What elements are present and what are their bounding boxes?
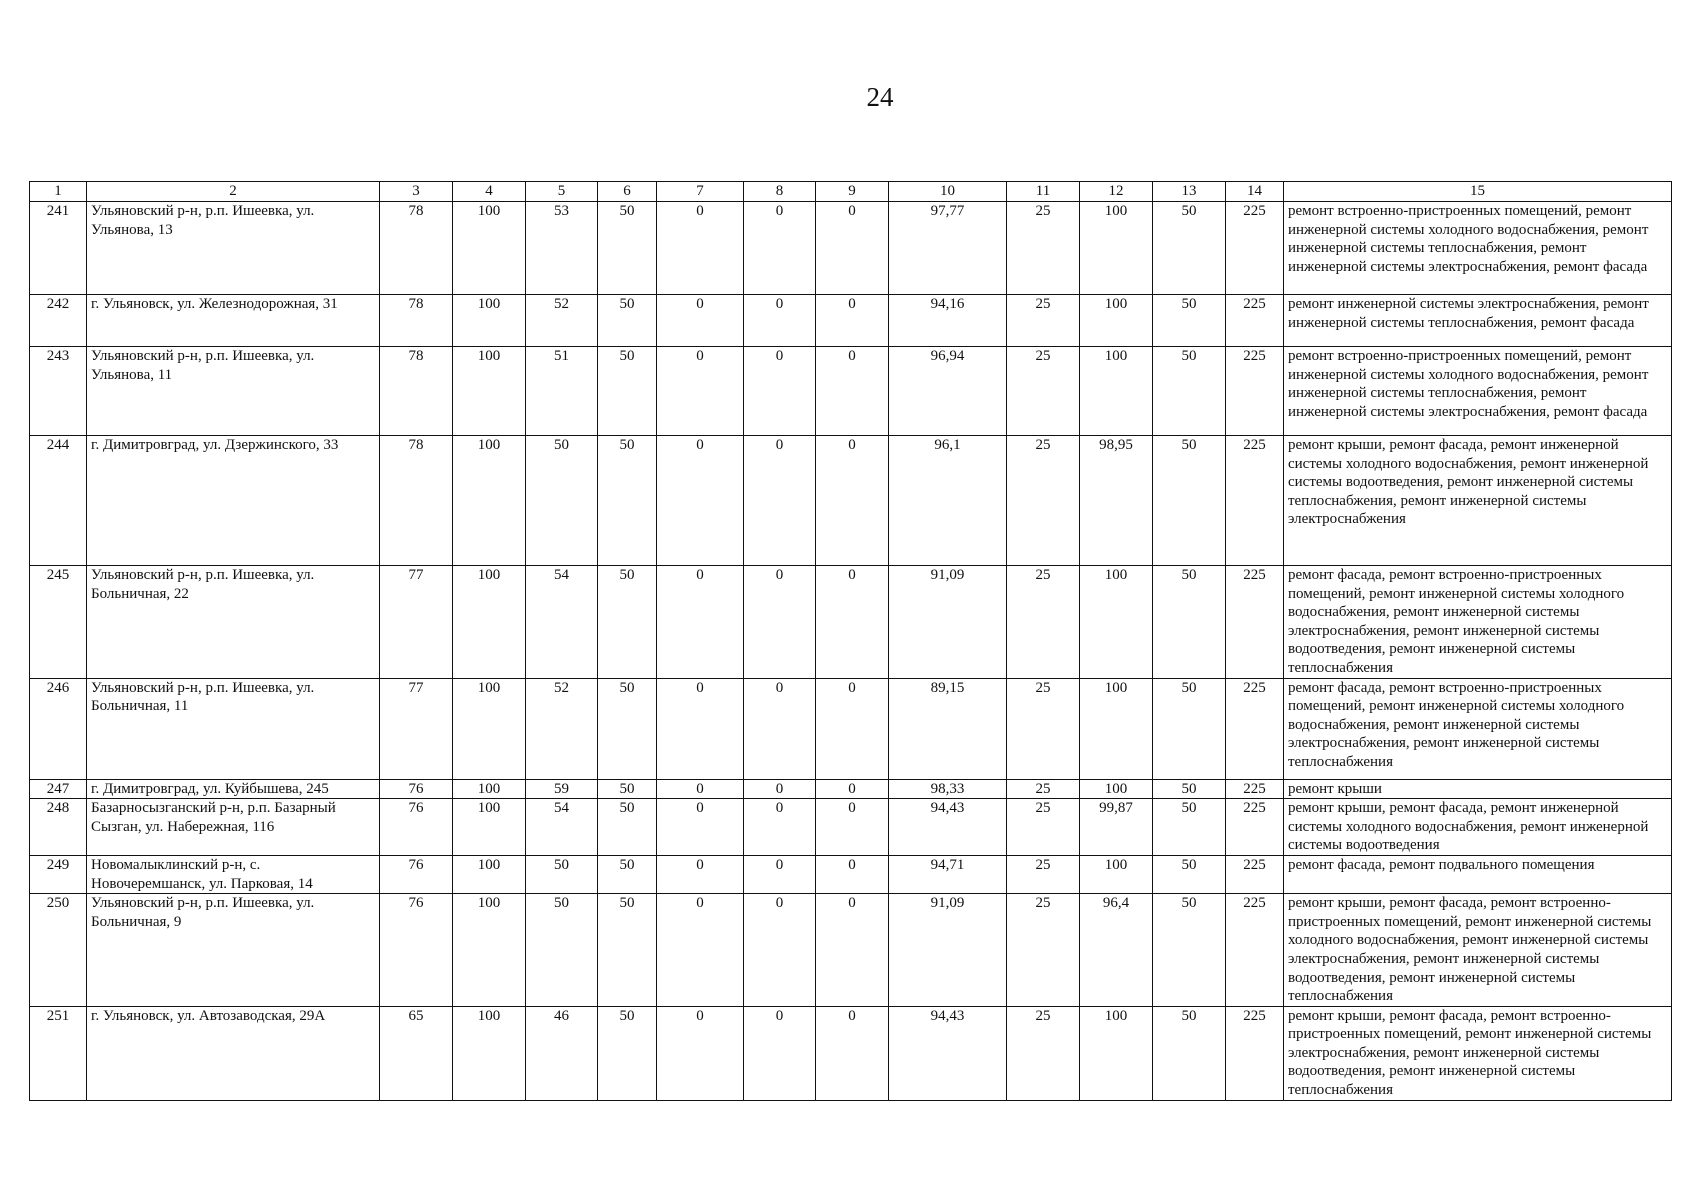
table-cell: 91,09: [889, 566, 1007, 679]
table-cell: 0: [816, 799, 889, 856]
table-cell: 100: [453, 678, 526, 779]
row-number-cell: 251: [30, 1006, 87, 1100]
table-row: [30, 202, 1672, 295]
table-cell: 0: [744, 202, 816, 295]
repair-works-cell: ремонт крыши, ремонт фасада, ремонт инженерной системы холодного водоснабжения, ремонт инженерной системы водоотведения: [1284, 799, 1672, 856]
table-cell: 53: [526, 202, 598, 295]
table-cell: 0: [816, 894, 889, 1007]
column-header: 3: [380, 182, 453, 202]
table-cell: 50: [1153, 1006, 1226, 1100]
table-cell: 50: [598, 779, 657, 799]
table-cell: 0: [816, 295, 889, 347]
table-cell: 50: [598, 799, 657, 856]
column-header: 13: [1153, 182, 1226, 202]
table-row: [30, 347, 1672, 436]
table-cell: 0: [744, 894, 816, 1007]
table-cell: 50: [598, 855, 657, 893]
table-cell: 50: [1153, 347, 1226, 436]
table-cell: 78: [380, 347, 453, 436]
table-cell: 25: [1007, 678, 1080, 779]
table-cell: 0: [816, 678, 889, 779]
repair-works-cell: ремонт встроенно-пристроенных помещений, ремонт инженерной системы холодного водоснабжения, ремонт инженерной системы теплоснабжения, ремонт инженерной системы электроснабжения, ремонт фасада: [1284, 347, 1672, 436]
table-cell: 99,87: [1080, 799, 1153, 856]
table-cell: 0: [744, 855, 816, 893]
table-cell: 50: [1153, 202, 1226, 295]
table-cell: 50: [598, 678, 657, 779]
table-cell: 25: [1007, 566, 1080, 679]
repair-works-cell: ремонт фасада, ремонт подвального помещения: [1284, 855, 1672, 893]
table-cell: 54: [526, 566, 598, 679]
table-cell: 100: [453, 1006, 526, 1100]
table-cell: 225: [1226, 202, 1284, 295]
table-cell: 94,43: [889, 799, 1007, 856]
table-cell: 98,33: [889, 779, 1007, 799]
table-cell: 100: [1080, 295, 1153, 347]
table-cell: 50: [1153, 678, 1226, 779]
table-cell: 0: [744, 436, 816, 566]
table-cell: 78: [380, 436, 453, 566]
column-header: 9: [816, 182, 889, 202]
table-cell: 94,43: [889, 1006, 1007, 1100]
table-cell: 100: [453, 894, 526, 1007]
table-cell: 0: [816, 855, 889, 893]
table-cell: 0: [816, 1006, 889, 1100]
table-cell: 50: [1153, 779, 1226, 799]
table-cell: 100: [453, 202, 526, 295]
column-header: 5: [526, 182, 598, 202]
table-cell: 89,15: [889, 678, 1007, 779]
table-cell: 0: [657, 436, 744, 566]
table-cell: 100: [1080, 202, 1153, 295]
table-row: [30, 855, 1672, 893]
table-cell: 50: [1153, 799, 1226, 856]
table-cell: 50: [598, 436, 657, 566]
table-cell: 94,71: [889, 855, 1007, 893]
table-cell: 0: [816, 779, 889, 799]
table-cell: 25: [1007, 202, 1080, 295]
column-header: 7: [657, 182, 744, 202]
table-cell: 50: [526, 436, 598, 566]
row-number-cell: 248: [30, 799, 87, 856]
table-cell: 0: [816, 347, 889, 436]
repair-works-cell: ремонт фасада, ремонт встроенно-пристроенных помещений, ремонт инженерной системы холодного водоснабжения, ремонт инженерной системы электроснабжения, ремонт инженерной системы водоотведения, ремонт инженерной системы теплоснабжения: [1284, 566, 1672, 679]
table-cell: 46: [526, 1006, 598, 1100]
table-cell: 100: [453, 347, 526, 436]
table-cell: 25: [1007, 855, 1080, 893]
address-cell: Базарносызганский р-н, р.п. Базарный Сызган, ул. Набережная, 116: [87, 799, 380, 856]
table-cell: 25: [1007, 894, 1080, 1007]
row-number-cell: 246: [30, 678, 87, 779]
table-cell: 25: [1007, 799, 1080, 856]
table-row: [30, 566, 1672, 679]
repair-works-cell: ремонт фасада, ремонт встроенно-пристроенных помещений, ремонт инженерной системы холодного водоснабжения, ремонт инженерной системы электроснабжения, ремонт инженерной системы теплоснабжения: [1284, 678, 1672, 779]
column-header: 4: [453, 182, 526, 202]
table-cell: 100: [1080, 678, 1153, 779]
table-cell: 225: [1226, 295, 1284, 347]
table-cell: 98,95: [1080, 436, 1153, 566]
table-cell: 77: [380, 566, 453, 679]
table-cell: 54: [526, 799, 598, 856]
table-cell: 0: [657, 799, 744, 856]
column-header: 10: [889, 182, 1007, 202]
table-cell: 0: [744, 799, 816, 856]
table-row: [30, 779, 1672, 799]
table-cell: 225: [1226, 1006, 1284, 1100]
table-cell: 225: [1226, 855, 1284, 893]
table-cell: 0: [744, 347, 816, 436]
row-number-cell: 249: [30, 855, 87, 893]
address-cell: Ульяновский р-н, р.п. Ишеевка, ул. Ульянова, 13: [87, 202, 380, 295]
table-cell: 77: [380, 678, 453, 779]
table-cell: 0: [657, 894, 744, 1007]
table-cell: 0: [657, 295, 744, 347]
table-cell: 50: [1153, 436, 1226, 566]
table-cell: 100: [1080, 566, 1153, 679]
table-cell: 59: [526, 779, 598, 799]
table-cell: 0: [657, 566, 744, 679]
table-cell: 50: [598, 894, 657, 1007]
column-header: 15: [1284, 182, 1672, 202]
table-cell: 100: [1080, 347, 1153, 436]
table-row: [30, 799, 1672, 856]
repair-works-cell: ремонт крыши, ремонт фасада, ремонт встроенно-пристроенных помещений, ремонт инженерной системы холодного водоснабжения, ремонт инженерной системы электроснабжения, ремонт инженерной системы водоотведения, ремонт инженерной системы теплоснабжения: [1284, 894, 1672, 1007]
table-cell: 50: [526, 894, 598, 1007]
table-cell: 76: [380, 855, 453, 893]
address-cell: г. Ульяновск, ул. Автозаводская, 29А: [87, 1006, 380, 1100]
table-row: [30, 678, 1672, 779]
table-cell: 0: [816, 202, 889, 295]
table-cell: 0: [816, 436, 889, 566]
table-cell: 50: [598, 347, 657, 436]
repair-works-cell: ремонт крыши: [1284, 779, 1672, 799]
page-number: 24: [866, 82, 894, 112]
table-row: [30, 295, 1672, 347]
table-cell: 96,94: [889, 347, 1007, 436]
row-number-cell: 250: [30, 894, 87, 1007]
table-cell: 100: [453, 295, 526, 347]
table-cell: 100: [453, 855, 526, 893]
table-cell: 100: [453, 436, 526, 566]
table-cell: 96,1: [889, 436, 1007, 566]
address-cell: Новомалыклинский р-н, с. Новочеремшанск, ул. Парковая, 14: [87, 855, 380, 893]
table-cell: 0: [657, 678, 744, 779]
table-cell: 0: [744, 779, 816, 799]
table-cell: 25: [1007, 1006, 1080, 1100]
table-cell: 91,09: [889, 894, 1007, 1007]
table-cell: 100: [453, 799, 526, 856]
table-cell: 50: [526, 855, 598, 893]
table-cell: 50: [1153, 566, 1226, 679]
column-header: 12: [1080, 182, 1153, 202]
row-number-cell: 245: [30, 566, 87, 679]
column-header: 2: [87, 182, 380, 202]
table-cell: 76: [380, 894, 453, 1007]
table-cell: 50: [598, 295, 657, 347]
table-cell: 100: [453, 566, 526, 679]
table-row: [30, 1006, 1672, 1100]
table-cell: 225: [1226, 799, 1284, 856]
table-cell: 94,16: [889, 295, 1007, 347]
table-cell: 0: [744, 678, 816, 779]
table-cell: 78: [380, 202, 453, 295]
table-body: [30, 202, 1672, 1101]
address-cell: г. Димитровград, ул. Куйбышева, 245: [87, 779, 380, 799]
address-cell: Ульяновский р-н, р.п. Ишеевка, ул. Больничная, 9: [87, 894, 380, 1007]
address-cell: г. Димитровград, ул. Дзержинского, 33: [87, 436, 380, 566]
table-cell: 50: [1153, 855, 1226, 893]
table-row: [30, 894, 1672, 1007]
table-cell: 225: [1226, 347, 1284, 436]
table-cell: 50: [598, 566, 657, 679]
repair-works-cell: ремонт крыши, ремонт фасада, ремонт встроенно-пристроенных помещений, ремонт инженерной системы электроснабжения, ремонт инженерной системы водоотведения, ремонт инженерной системы теплоснабжения: [1284, 1006, 1672, 1100]
repair-works-cell: ремонт крыши, ремонт фасада, ремонт инженерной системы холодного водоснабжения, ремонт инженерной системы водоотведения, ремонт инженерной системы теплоснабжения, ремонт инженерной системы электроснабжения: [1284, 436, 1672, 566]
address-cell: Ульяновский р-н, р.п. Ишеевка, ул. Ульянова, 11: [87, 347, 380, 436]
repair-works-cell: ремонт инженерной системы электроснабжения, ремонт инженерной системы теплоснабжения, ремонт фасада: [1284, 295, 1672, 347]
table-cell: 100: [1080, 1006, 1153, 1100]
table-cell: 78: [380, 295, 453, 347]
column-header: 8: [744, 182, 816, 202]
address-cell: Ульяновский р-н, р.п. Ишеевка, ул. Больничная, 22: [87, 566, 380, 679]
table-cell: 25: [1007, 295, 1080, 347]
row-number-cell: 247: [30, 779, 87, 799]
table-row: [30, 436, 1672, 566]
table-cell: 0: [744, 1006, 816, 1100]
table-cell: 225: [1226, 779, 1284, 799]
table-cell: 50: [598, 1006, 657, 1100]
column-header: 14: [1226, 182, 1284, 202]
column-header: 1: [30, 182, 87, 202]
table-cell: 50: [598, 202, 657, 295]
table-cell: 0: [816, 566, 889, 679]
table-cell: 100: [453, 779, 526, 799]
table-cell: 51: [526, 347, 598, 436]
table-cell: 225: [1226, 436, 1284, 566]
table-cell: 0: [657, 855, 744, 893]
table-cell: 50: [1153, 295, 1226, 347]
table-cell: 97,77: [889, 202, 1007, 295]
housing-repair-table: [29, 181, 1672, 1101]
table-cell: 0: [657, 1006, 744, 1100]
column-header: 11: [1007, 182, 1080, 202]
address-cell: г. Ульяновск, ул. Железнодорожная, 31: [87, 295, 380, 347]
table-cell: 0: [657, 779, 744, 799]
table-cell: 225: [1226, 678, 1284, 779]
row-number-cell: 241: [30, 202, 87, 295]
table-cell: 96,4: [1080, 894, 1153, 1007]
row-number-cell: 243: [30, 347, 87, 436]
table-cell: 100: [1080, 779, 1153, 799]
table-cell: 65: [380, 1006, 453, 1100]
table-cell: 76: [380, 799, 453, 856]
table-cell: 50: [1153, 894, 1226, 1007]
table-cell: 52: [526, 678, 598, 779]
table-cell: 25: [1007, 347, 1080, 436]
table-cell: 76: [380, 779, 453, 799]
repair-works-cell: ремонт встроенно-пристроенных помещений, ремонт инженерной системы холодного водоснабжения, ремонт инженерной системы теплоснабжения, ремонт инженерной системы электроснабжения, ремонт фасада: [1284, 202, 1672, 295]
table-cell: 0: [657, 202, 744, 295]
row-number-cell: 244: [30, 436, 87, 566]
column-number-header-row: [30, 182, 1672, 202]
column-header: 6: [598, 182, 657, 202]
table-cell: 225: [1226, 894, 1284, 1007]
table-cell: 0: [744, 295, 816, 347]
table-cell: 0: [744, 566, 816, 679]
table-cell: 52: [526, 295, 598, 347]
table-cell: 25: [1007, 779, 1080, 799]
table-cell: 25: [1007, 436, 1080, 566]
table-cell: 100: [1080, 855, 1153, 893]
row-number-cell: 242: [30, 295, 87, 347]
table-cell: 0: [657, 347, 744, 436]
address-cell: Ульяновский р-н, р.п. Ишеевка, ул. Больничная, 11: [87, 678, 380, 779]
table-cell: 225: [1226, 566, 1284, 679]
